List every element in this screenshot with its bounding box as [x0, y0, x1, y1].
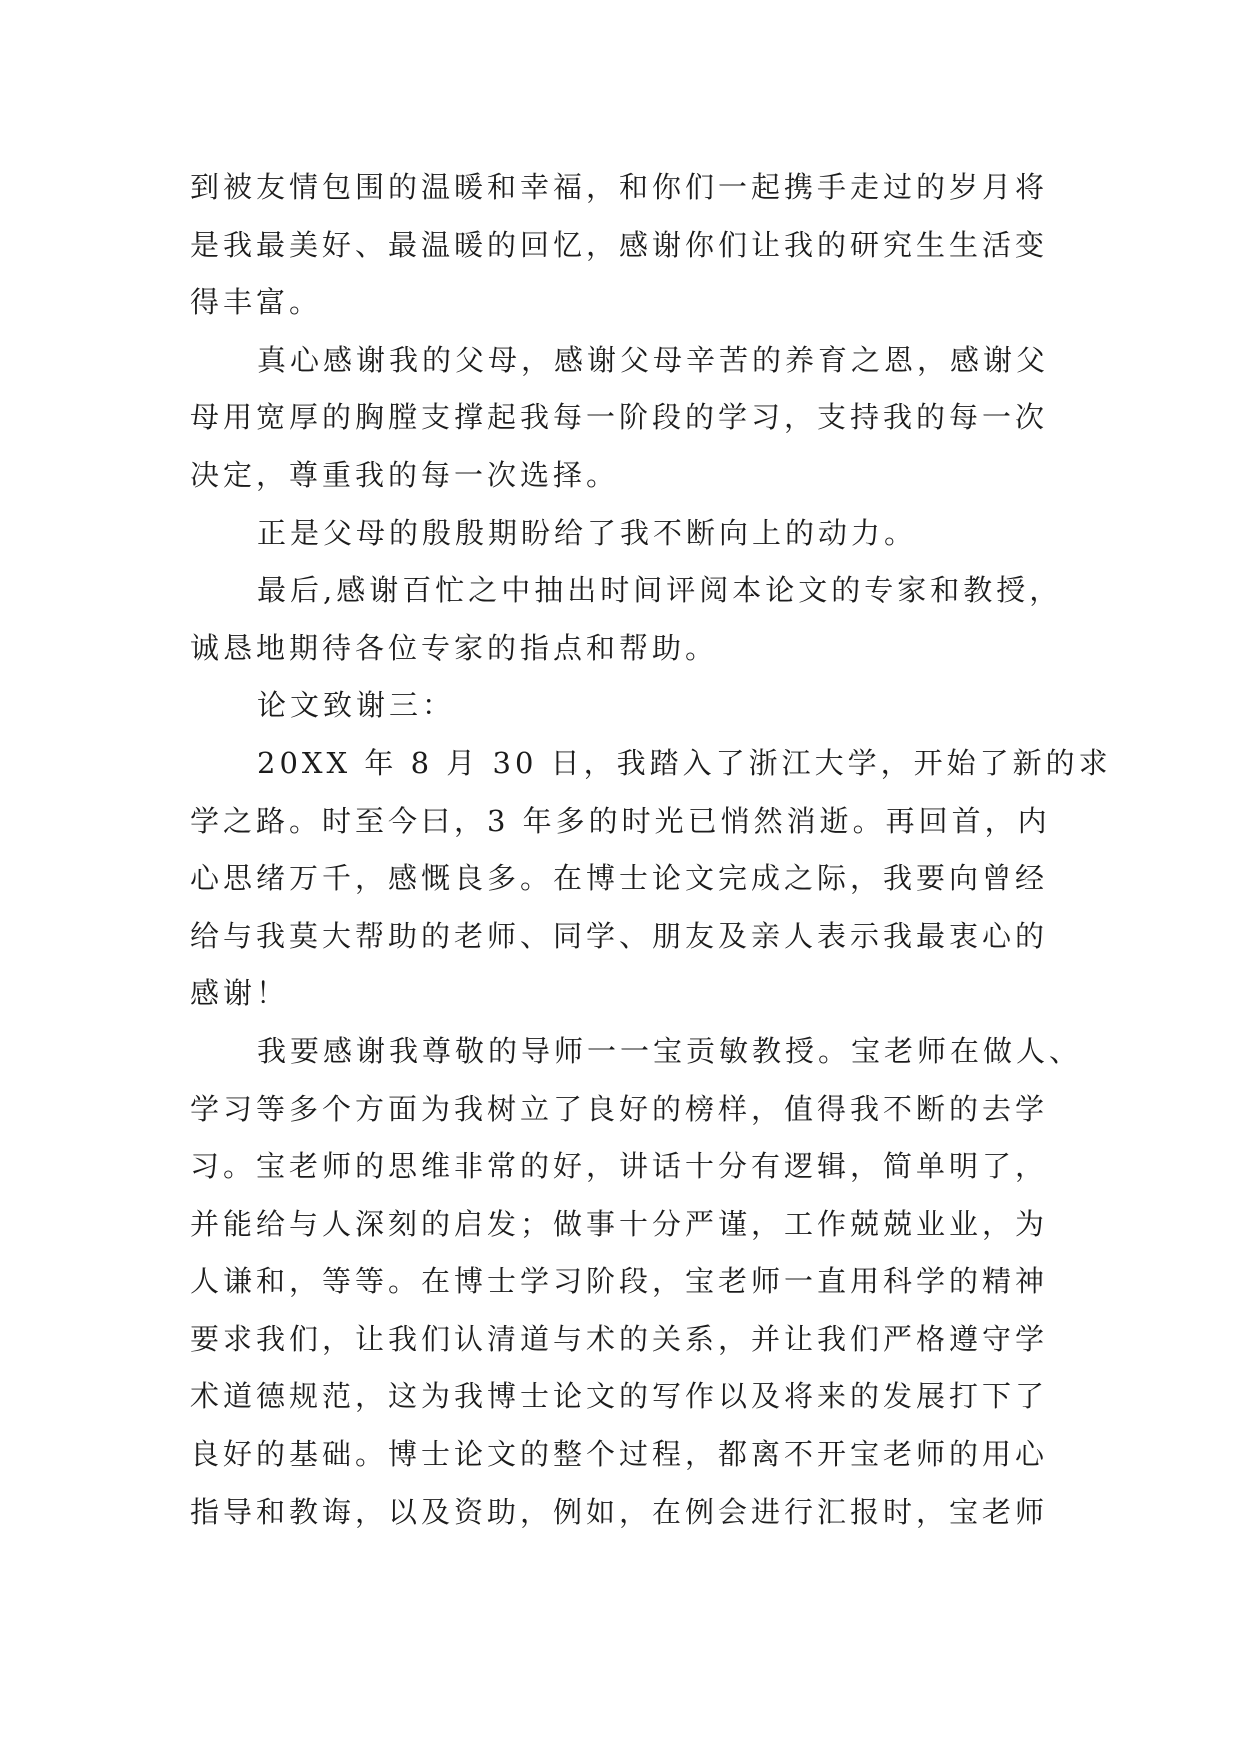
text-line: 心思绪万千，感慨良多。在博士论文完成之际，我要向曾经 — [190, 861, 1049, 896]
paragraph — [190, 735, 1112, 1023]
text-line: 要求我们，让我们认清道与术的关系，并让我们严格遵守学 — [190, 1321, 1049, 1356]
text-line: 论文致谢三： — [257, 688, 456, 723]
text-line: 真心感谢我的父母，感谢父母辛苦的养育之恩，感谢父 — [257, 342, 1050, 377]
text-line: 学之路。时至今曰，3 年多的时光已悄然消逝。再回首，内 — [190, 803, 1051, 838]
text-line: 习。宝老师的思维非常的好，讲话十分有逻辑，简单明了， — [190, 1149, 1049, 1184]
text-line: 决定，尊重我的每一次选择。 — [190, 457, 620, 492]
text-line: 是我最美好、最温暖的回忆，感谢你们让我的研究生生活变 — [190, 227, 1049, 262]
paragraph — [190, 1023, 1090, 1541]
paragraph — [190, 159, 1090, 332]
paragraph — [190, 332, 1090, 505]
section-heading — [190, 677, 1090, 735]
text-line: 到被友情包围的温暖和幸福，和你们一起携手走过的岁月将 — [190, 170, 1049, 204]
document-body — [190, 159, 1112, 1541]
text-line: 良好的基础。博士论文的整个过程，都离不开宝老师的用心 — [190, 1437, 1049, 1472]
text-line: 感谢！ — [190, 976, 290, 1011]
text-line: 诚恳地期待各位专家的指点和帮助。 — [190, 630, 719, 665]
text-line: 指导和教诲，以及资助，例如，在例会进行汇报时，宝老师 — [190, 1494, 1049, 1529]
text-line: 学习等多个方面为我树立了良好的榜样，值得我不断的去学 — [190, 1091, 1049, 1126]
text-line: 最后,感谢百忙之中抽出时间评阅本论文的专家和教授， — [257, 573, 1063, 608]
paragraph — [190, 505, 1090, 563]
text-line: 并能给与人深刻的启发；做事十分严谨，工作兢兢业业，为 — [190, 1206, 1049, 1241]
text-line: 正是父母的殷殷期盼给了我不断向上的动力。 — [257, 515, 918, 550]
text-line: 术道德规范，这为我博士论文的写作以及将来的发展打下了 — [190, 1379, 1049, 1414]
text-line: 母用宽厚的胸膛支撑起我每一阶段的学习，支持我的每一次 — [190, 400, 1049, 435]
text-line: 人谦和，等等。在博士学习阶段，宝老师一直用科学的精神 — [190, 1264, 1049, 1299]
text-line: 得丰富。 — [190, 285, 323, 320]
text-line: 我要感谢我尊敬的导师一一宝贡敏教授。宝老师在做人、 — [257, 1033, 1083, 1068]
paragraph — [190, 562, 1090, 677]
text-line: 给与我莫大帮助的老师、同学、朋友及亲人表示我最衷心的 — [190, 918, 1049, 953]
text-line: 20XX 年 8 月 30 日，我踏入了浙江大学，开始了新的求 — [257, 745, 1112, 780]
